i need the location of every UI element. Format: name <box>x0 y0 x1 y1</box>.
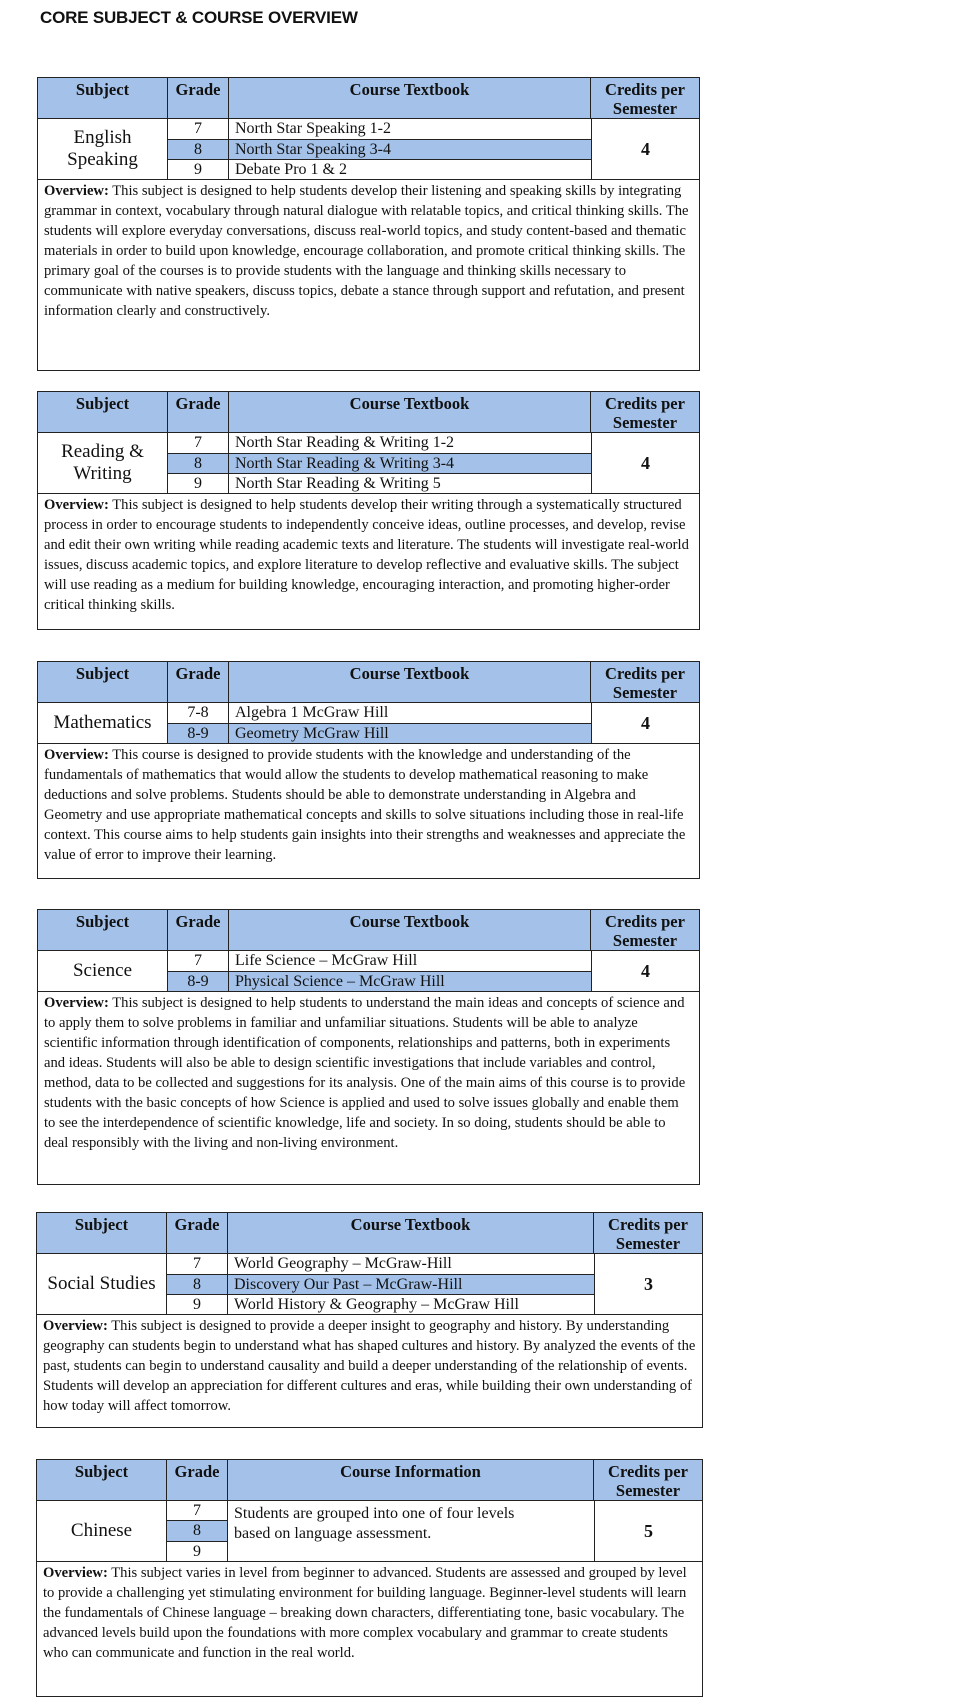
header-credits: Credits per Semester <box>605 912 685 950</box>
overview-body: This course is designed to provide students with the knowledge and understanding of the fundamentals of mathematics that would allow the students to develop mathematical reasoning to make deductions and solve problems. Students should be able to demonstrate understanding in Algebra and Geometry and use appropriate mathematical concepts and skills to solve situations including those in real-life context. This course aims to help students gain insights into their strengths and weaknesses and appreciate the value of error to improve their learning. <box>44 747 686 863</box>
subject-name: Social Studies <box>37 1254 167 1314</box>
header-course-textbook: Course Textbook <box>229 78 591 118</box>
header-credits: Credits per Semester <box>605 394 685 432</box>
credits-value: 5 <box>594 1501 702 1561</box>
overview-label: Overview: <box>44 183 109 199</box>
header-course-textbook: Course Textbook <box>228 1213 594 1253</box>
header-credits: Credits per Semester <box>608 1215 688 1253</box>
table-header <box>38 78 699 119</box>
header-credits: Credits per Semester <box>605 80 685 118</box>
textbook-cell: Geometry McGraw Hill <box>229 723 591 743</box>
grade-cell: 9 <box>167 1294 228 1314</box>
table-row <box>168 119 591 139</box>
overview-label: Overview: <box>43 1565 108 1581</box>
table-row <box>168 139 591 159</box>
table-row <box>167 1294 594 1314</box>
subject-block-chinese <box>36 1459 703 1697</box>
grade-cell: 7 <box>168 433 229 453</box>
grade-cell: 8 <box>167 1520 228 1540</box>
subject-name: Mathematics <box>38 703 168 743</box>
grade-cell: 9 <box>167 1541 228 1561</box>
overview-text <box>38 744 699 865</box>
grade-cell: 7 <box>167 1254 228 1274</box>
overview-text <box>38 494 699 615</box>
table-row <box>167 1254 594 1274</box>
table-header <box>37 1460 702 1501</box>
textbook-cell: Discovery Our Past – McGraw-Hill <box>228 1274 594 1294</box>
textbook-cell: World History & Geography – McGraw Hill <box>228 1294 594 1314</box>
credits-value: 4 <box>591 433 699 493</box>
table-header <box>38 910 699 951</box>
overview-label: Overview: <box>43 1318 108 1334</box>
overview-body: This subject is designed to provide a deeper insight to geography and history. By understanding geography can students begin to understand what has shaped cultures and history. By analyzed the events of the past, students can begin to understand causality and build a deeper understanding of the relationship of events. Students will develop an appreciation for different cultures and eras, while building their own understanding of how today will affect tomorrow. <box>43 1318 696 1414</box>
header-subject: Subject <box>38 662 168 702</box>
overview-label: Overview: <box>44 497 109 513</box>
credits-value: 4 <box>591 951 699 991</box>
table-header <box>38 662 699 703</box>
subject-block-english-speaking <box>37 77 700 371</box>
textbook-cell: North Star Reading & Writing 1-2 <box>235 434 455 451</box>
overview-text <box>37 1562 702 1663</box>
header-course-textbook: Course Textbook <box>229 910 591 950</box>
header-grade: Grade <box>168 392 229 432</box>
table-row <box>167 1274 594 1294</box>
grade-cell: 8-9 <box>168 971 229 991</box>
header-credits: Credits per Semester <box>608 1462 688 1500</box>
overview-text <box>37 1315 702 1416</box>
header-grade: Grade <box>167 1213 228 1253</box>
header-credits: Credits per Semester <box>605 664 685 702</box>
table-header <box>38 392 699 433</box>
grade-cell: 9 <box>168 159 229 179</box>
textbook-cell: North Star Reading & Writing 5 <box>229 473 591 493</box>
subject-name: Reading & Writing <box>38 433 168 493</box>
overview-text <box>38 992 699 1153</box>
table-row <box>168 473 591 493</box>
table-row <box>168 159 591 179</box>
subject-block-social-studies <box>36 1212 703 1428</box>
header-grade: Grade <box>167 1460 228 1500</box>
header-course-textbook: Course Textbook <box>229 662 591 702</box>
header-subject: Subject <box>37 1460 167 1500</box>
overview-body: This subject is designed to help students develop their listening and speaking skills by integrating grammar in context, vocabulary through natural dialogue with relatable topics, and critical thinking skills. The students will explore everyday conversations, discuss real-world topics, and study content-based and thematic materials in order to build upon knowledge, encourage collaboration, and promote critical thinking skills. The primary goal of the courses is to provide students with the language and thinking skills necessary to communicate with native speakers, discuss topics, debate a stance through support and refutation, and present information clearly and constructively. <box>44 183 689 319</box>
grade-cell: 7 <box>168 119 229 139</box>
header-subject: Subject <box>38 910 168 950</box>
textbook-cell: Debate Pro 1 & 2 <box>229 159 591 179</box>
subject-name: Chinese <box>37 1501 167 1561</box>
subject-name: Science <box>38 951 168 991</box>
course-information: Students are grouped into one of four levels based on language assessment. <box>234 1505 515 1542</box>
grade-column <box>167 1501 228 1561</box>
credits-value: 3 <box>594 1254 702 1314</box>
table-row <box>168 723 591 743</box>
grade-cell: 9 <box>168 473 229 493</box>
grade-cell: 8 <box>167 1274 228 1294</box>
textbook-cell: World Geography – McGraw-Hill <box>234 1255 452 1272</box>
textbook-cell: Physical Science – McGraw Hill <box>229 971 591 991</box>
textbook-cell: Life Science – McGraw Hill <box>235 952 418 969</box>
textbook-cell: Algebra 1 McGraw Hill <box>235 704 389 721</box>
page-title: CORE SUBJECT & COURSE OVERVIEW <box>40 8 358 27</box>
header-grade: Grade <box>168 662 229 702</box>
subject-block-mathematics <box>37 661 700 879</box>
credits-value: 4 <box>591 119 699 179</box>
grade-cell: 7 <box>167 1501 228 1520</box>
header-grade: Grade <box>168 910 229 950</box>
overview-body: This subject is designed to help students develop their writing through a systematically structured process in order to encourage students to independently conceive ideas, outline processes, and develop, revise and edit their own writing while reading academic texts and literature. The students will investigate real-world issues, discuss academic topics, and explore literature to develop reflective and evaluative skills. The subject will use reading as a medium for building knowledge, encouraging interaction, and promoting higher-order critical thinking skills. <box>44 497 689 613</box>
header-course-textbook: Course Textbook <box>229 392 591 432</box>
header-subject: Subject <box>38 78 168 118</box>
header-subject: Subject <box>38 392 168 432</box>
grade-cell: 8-9 <box>168 723 229 743</box>
table-row <box>168 453 591 473</box>
credits-value: 4 <box>591 703 699 743</box>
grade-cell: 7-8 <box>168 703 229 723</box>
overview-label: Overview: <box>44 747 109 763</box>
textbook-cell: North Star Speaking 1-2 <box>235 120 391 137</box>
table-row <box>168 703 591 723</box>
subject-name: English Speaking <box>38 119 168 179</box>
overview-text <box>38 180 699 321</box>
overview-label: Overview: <box>44 995 109 1011</box>
header-subject: Subject <box>37 1213 167 1253</box>
grade-cell: 8 <box>168 139 229 159</box>
textbook-cell: North Star Reading & Writing 3-4 <box>229 453 591 473</box>
table-header <box>37 1213 702 1254</box>
subject-block-science <box>37 909 700 1185</box>
header-grade: Grade <box>168 78 229 118</box>
table-row <box>168 951 591 971</box>
overview-body: This subject is designed to help students to understand the main ideas and concepts of science and to apply them to solve problems in familiar and unfamiliar situations. Students will be able to analyze scientific information through identification of components, relationships and patterns, both in experiments and ideas. Students will also be able to design scientific investigations that include variables and control, method, data to be collected and suggestions for its analysis. One of the main aims of this course is to provide students with the basic concepts of how Science is applied and used to solve issues globally and enable them to see the interdependence of scientific knowledge, life and society. In so doing, students should be able to deal responsibly with the living and non-living environment. <box>44 995 686 1151</box>
grade-cell: 7 <box>168 951 229 971</box>
grade-cell: 8 <box>168 453 229 473</box>
table-row <box>168 971 591 991</box>
subject-block-reading-writing <box>37 391 700 630</box>
textbook-cell: North Star Speaking 3-4 <box>229 139 591 159</box>
overview-body: This subject varies in level from beginner to advanced. Students are assessed and grouped by level to provide a challenging yet stimulating environment for building language. Beginner-level students will learn the fundamentals of Chinese language – breaking down characters, differentiating tone, basic vocabulary. The advanced levels build upon the foundations with more complex vocabulary and grammar to create students who can communicate and function in the real world. <box>43 1565 687 1661</box>
header-course-information: Course Information <box>228 1460 594 1500</box>
table-row <box>168 433 591 453</box>
